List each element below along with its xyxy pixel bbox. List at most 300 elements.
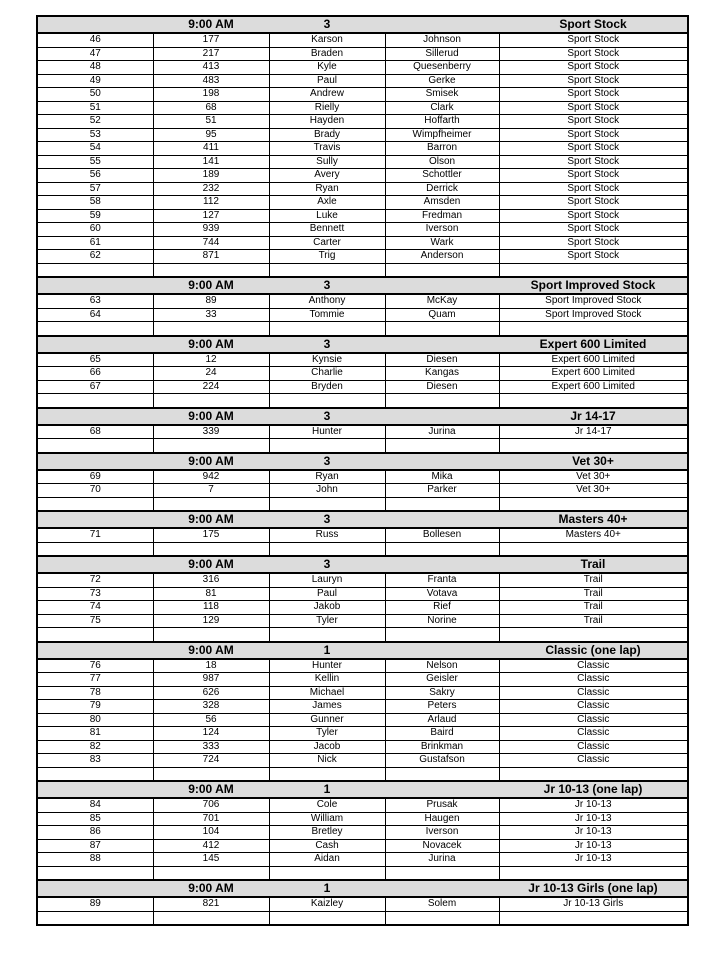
empty-cell (499, 542, 688, 556)
first-name-cell: Cash (269, 839, 385, 853)
position-cell: 86 (37, 826, 153, 840)
empty-cell (385, 542, 499, 556)
position-cell: 65 (37, 353, 153, 367)
bib-number-cell: 413 (153, 61, 269, 75)
position-cell: 76 (37, 659, 153, 673)
last-name-cell: Sakry (385, 686, 499, 700)
class-cell: Sport Stock (499, 182, 688, 196)
position-cell: 63 (37, 294, 153, 308)
bib-number-cell: 12 (153, 353, 269, 367)
class-cell: Classic (499, 686, 688, 700)
laps-count-cell: 3 (269, 453, 385, 470)
class-title-cell: Vet 30+ (499, 453, 688, 470)
position-header-cell (37, 642, 153, 659)
position-header-cell (37, 277, 153, 294)
position-cell: 83 (37, 754, 153, 768)
first-name-cell: Tyler (269, 614, 385, 628)
start-time-cell: 9:00 AM (153, 277, 269, 294)
position-cell: 68 (37, 425, 153, 439)
entry-row (37, 727, 688, 741)
class-cell: Jr 10-13 Girls (499, 897, 688, 911)
class-cell: Classic (499, 659, 688, 673)
position-cell: 47 (37, 47, 153, 61)
laps-count-cell: 1 (269, 781, 385, 798)
position-cell: 73 (37, 587, 153, 601)
last-name-cell: Diesen (385, 380, 499, 394)
last-name-cell: Fredman (385, 209, 499, 223)
position-cell: 56 (37, 169, 153, 183)
class-title-cell: Trail (499, 556, 688, 573)
first-name-cell: Travis (269, 142, 385, 156)
position-header-cell (37, 781, 153, 798)
first-name-cell: Cole (269, 798, 385, 812)
entry-row (37, 713, 688, 727)
empty-cell (269, 911, 385, 925)
laps-count-cell: 3 (269, 336, 385, 353)
bib-number-cell: 95 (153, 128, 269, 142)
laps-count-cell: 3 (269, 277, 385, 294)
entry-row (37, 223, 688, 237)
class-cell: Sport Stock (499, 209, 688, 223)
bib-number-cell: 412 (153, 839, 269, 853)
entry-row (37, 528, 688, 542)
class-cell: Jr 14-17 (499, 425, 688, 439)
position-cell: 79 (37, 700, 153, 714)
last-name-cell: Novacek (385, 839, 499, 853)
entry-row (37, 236, 688, 250)
position-cell: 59 (37, 209, 153, 223)
class-cell: Classic (499, 673, 688, 687)
first-name-cell: Hunter (269, 659, 385, 673)
last-name-cell: Brinkman (385, 740, 499, 754)
last-name-cell: Smisek (385, 88, 499, 102)
class-cell: Classic (499, 754, 688, 768)
class-cell: Sport Stock (499, 115, 688, 129)
last-name-cell: Iverson (385, 223, 499, 237)
empty-cell (37, 628, 153, 642)
spacer-header-cell (385, 336, 499, 353)
first-name-cell: Jakob (269, 601, 385, 615)
class-cell: Trail (499, 587, 688, 601)
last-name-cell: Gustafson (385, 754, 499, 768)
empty-spacer-row (37, 439, 688, 453)
bib-number-cell: 232 (153, 182, 269, 196)
first-name-cell: Paul (269, 74, 385, 88)
entry-row (37, 250, 688, 264)
entry-row (37, 196, 688, 210)
first-name-cell: James (269, 700, 385, 714)
position-cell: 49 (37, 74, 153, 88)
start-time-cell: 9:00 AM (153, 642, 269, 659)
bib-number-cell: 56 (153, 713, 269, 727)
last-name-cell: Arlaud (385, 713, 499, 727)
class-cell: Sport Stock (499, 250, 688, 264)
spacer-header-cell (385, 880, 499, 897)
empty-cell (385, 767, 499, 781)
empty-cell (37, 866, 153, 880)
position-cell: 85 (37, 812, 153, 826)
bib-number-cell: 112 (153, 196, 269, 210)
class-cell: Sport Stock (499, 196, 688, 210)
position-cell: 54 (37, 142, 153, 156)
position-cell: 74 (37, 601, 153, 615)
last-name-cell: Wimpfheimer (385, 128, 499, 142)
entry-row (37, 601, 688, 615)
spacer-header-cell (385, 277, 499, 294)
last-name-cell: Rief (385, 601, 499, 615)
first-name-cell: Ryan (269, 182, 385, 196)
empty-spacer-row (37, 322, 688, 336)
bib-number-cell: 124 (153, 727, 269, 741)
last-name-cell: Jurina (385, 425, 499, 439)
empty-cell (385, 439, 499, 453)
empty-cell (153, 263, 269, 277)
class-title-cell: Classic (one lap) (499, 642, 688, 659)
class-cell: Sport Improved Stock (499, 294, 688, 308)
last-name-cell: Anderson (385, 250, 499, 264)
entry-row (37, 155, 688, 169)
bib-number-cell: 175 (153, 528, 269, 542)
laps-count-cell: 3 (269, 556, 385, 573)
entry-row (37, 673, 688, 687)
empty-cell (269, 322, 385, 336)
entry-row (37, 169, 688, 183)
class-cell: Jr 10-13 (499, 812, 688, 826)
entry-row (37, 308, 688, 322)
bib-number-cell: 942 (153, 470, 269, 484)
last-name-cell: Baird (385, 727, 499, 741)
first-name-cell: Trig (269, 250, 385, 264)
bib-number-cell: 939 (153, 223, 269, 237)
entry-row (37, 128, 688, 142)
first-name-cell: Axle (269, 196, 385, 210)
section-header-row (37, 781, 688, 798)
entry-row (37, 33, 688, 47)
bib-number-cell: 701 (153, 812, 269, 826)
empty-cell (499, 767, 688, 781)
start-time-cell: 9:00 AM (153, 453, 269, 470)
class-title-cell: Jr 10-13 (one lap) (499, 781, 688, 798)
entry-row (37, 754, 688, 768)
position-cell: 52 (37, 115, 153, 129)
class-cell: Trail (499, 601, 688, 615)
spacer-header-cell (385, 556, 499, 573)
entry-row (37, 88, 688, 102)
last-name-cell: Norine (385, 614, 499, 628)
class-cell: Sport Stock (499, 169, 688, 183)
first-name-cell: Paul (269, 587, 385, 601)
bib-number-cell: 89 (153, 294, 269, 308)
last-name-cell: Peters (385, 700, 499, 714)
first-name-cell: Charlie (269, 367, 385, 381)
empty-cell (37, 497, 153, 511)
empty-cell (37, 263, 153, 277)
class-cell: Sport Stock (499, 223, 688, 237)
bib-number-cell: 483 (153, 74, 269, 88)
empty-cell (499, 628, 688, 642)
first-name-cell: Tyler (269, 727, 385, 741)
position-cell: 66 (37, 367, 153, 381)
position-cell: 51 (37, 101, 153, 115)
start-time-cell: 9:00 AM (153, 336, 269, 353)
position-cell: 89 (37, 897, 153, 911)
last-name-cell: Schottler (385, 169, 499, 183)
bib-number-cell: 217 (153, 47, 269, 61)
empty-cell (499, 439, 688, 453)
section-header-row (37, 511, 688, 528)
first-name-cell: Luke (269, 209, 385, 223)
last-name-cell: Solem (385, 897, 499, 911)
entry-row (37, 61, 688, 75)
class-cell: Jr 10-13 (499, 853, 688, 867)
first-name-cell: Anthony (269, 294, 385, 308)
entry-row (37, 142, 688, 156)
bib-number-cell: 339 (153, 425, 269, 439)
position-cell: 58 (37, 196, 153, 210)
position-cell: 46 (37, 33, 153, 47)
start-time-cell: 9:00 AM (153, 880, 269, 897)
position-header-cell (37, 336, 153, 353)
first-name-cell: Lauryn (269, 573, 385, 587)
entry-row (37, 484, 688, 498)
last-name-cell: Sillerud (385, 47, 499, 61)
class-cell: Jr 10-13 (499, 798, 688, 812)
empty-spacer-row (37, 911, 688, 925)
empty-cell (153, 628, 269, 642)
last-name-cell: Bollesen (385, 528, 499, 542)
bib-number-cell: 333 (153, 740, 269, 754)
class-cell: Sport Stock (499, 88, 688, 102)
spacer-header-cell (385, 16, 499, 33)
section-header-row (37, 277, 688, 294)
entry-row (37, 74, 688, 88)
class-cell: Sport Stock (499, 155, 688, 169)
empty-cell (153, 439, 269, 453)
class-cell: Classic (499, 713, 688, 727)
position-cell: 77 (37, 673, 153, 687)
empty-spacer-row (37, 866, 688, 880)
last-name-cell: Gerke (385, 74, 499, 88)
section-header-row (37, 16, 688, 33)
empty-cell (499, 497, 688, 511)
bib-number-cell: 744 (153, 236, 269, 250)
position-cell: 69 (37, 470, 153, 484)
bib-number-cell: 81 (153, 587, 269, 601)
start-time-cell: 9:00 AM (153, 556, 269, 573)
last-name-cell: Geisler (385, 673, 499, 687)
bib-number-cell: 118 (153, 601, 269, 615)
class-cell: Trail (499, 573, 688, 587)
class-cell: Sport Stock (499, 128, 688, 142)
class-cell: Expert 600 Limited (499, 367, 688, 381)
entry-row (37, 897, 688, 911)
position-cell: 75 (37, 614, 153, 628)
class-cell: Sport Stock (499, 236, 688, 250)
class-cell: Sport Stock (499, 74, 688, 88)
first-name-cell: Rielly (269, 101, 385, 115)
empty-cell (385, 628, 499, 642)
position-header-cell (37, 453, 153, 470)
empty-cell (37, 394, 153, 408)
spacer-header-cell (385, 408, 499, 425)
empty-cell (269, 394, 385, 408)
position-cell: 60 (37, 223, 153, 237)
entry-row (37, 367, 688, 381)
empty-cell (153, 767, 269, 781)
section-header-row (37, 556, 688, 573)
first-name-cell: Bretley (269, 826, 385, 840)
class-cell: Vet 30+ (499, 470, 688, 484)
first-name-cell: Hayden (269, 115, 385, 129)
last-name-cell: Johnson (385, 33, 499, 47)
class-cell: Classic (499, 740, 688, 754)
position-cell: 87 (37, 839, 153, 853)
laps-count-cell: 3 (269, 408, 385, 425)
entry-row (37, 101, 688, 115)
first-name-cell: Russ (269, 528, 385, 542)
position-cell: 57 (37, 182, 153, 196)
entry-row (37, 353, 688, 367)
last-name-cell: Iverson (385, 826, 499, 840)
bib-number-cell: 626 (153, 686, 269, 700)
class-cell: Sport Stock (499, 142, 688, 156)
class-cell: Sport Stock (499, 61, 688, 75)
empty-cell (269, 497, 385, 511)
entry-row (37, 812, 688, 826)
first-name-cell: Nick (269, 754, 385, 768)
last-name-cell: Quesenberry (385, 61, 499, 75)
empty-cell (499, 911, 688, 925)
class-title-cell: Sport Stock (499, 16, 688, 33)
first-name-cell: Andrew (269, 88, 385, 102)
bib-number-cell: 987 (153, 673, 269, 687)
position-header-cell (37, 556, 153, 573)
first-name-cell: John (269, 484, 385, 498)
bib-number-cell: 104 (153, 826, 269, 840)
bib-number-cell: 129 (153, 614, 269, 628)
position-cell: 88 (37, 853, 153, 867)
start-time-cell: 9:00 AM (153, 408, 269, 425)
bib-number-cell: 18 (153, 659, 269, 673)
empty-cell (499, 394, 688, 408)
position-cell: 48 (37, 61, 153, 75)
last-name-cell: Jurina (385, 853, 499, 867)
first-name-cell: Sully (269, 155, 385, 169)
position-cell: 71 (37, 528, 153, 542)
empty-cell (385, 866, 499, 880)
position-cell: 70 (37, 484, 153, 498)
first-name-cell: Michael (269, 686, 385, 700)
entry-row (37, 425, 688, 439)
position-cell: 81 (37, 727, 153, 741)
empty-cell (37, 767, 153, 781)
empty-cell (269, 263, 385, 277)
empty-cell (499, 866, 688, 880)
class-cell: Classic (499, 700, 688, 714)
class-title-cell: Expert 600 Limited (499, 336, 688, 353)
bib-number-cell: 68 (153, 101, 269, 115)
entry-row (37, 853, 688, 867)
bib-number-cell: 706 (153, 798, 269, 812)
first-name-cell: Kaizley (269, 897, 385, 911)
entry-row (37, 470, 688, 484)
position-header-cell (37, 16, 153, 33)
empty-cell (385, 497, 499, 511)
bib-number-cell: 411 (153, 142, 269, 156)
bib-number-cell: 871 (153, 250, 269, 264)
class-cell: Sport Stock (499, 47, 688, 61)
first-name-cell: Brady (269, 128, 385, 142)
position-cell: 78 (37, 686, 153, 700)
empty-cell (269, 767, 385, 781)
empty-cell (153, 497, 269, 511)
laps-count-cell: 3 (269, 16, 385, 33)
spacer-header-cell (385, 781, 499, 798)
bib-number-cell: 198 (153, 88, 269, 102)
position-cell: 64 (37, 308, 153, 322)
section-header-row (37, 408, 688, 425)
empty-spacer-row (37, 542, 688, 556)
empty-spacer-row (37, 263, 688, 277)
spacer-header-cell (385, 642, 499, 659)
bib-number-cell: 141 (153, 155, 269, 169)
last-name-cell: Votava (385, 587, 499, 601)
last-name-cell: McKay (385, 294, 499, 308)
start-time-cell: 9:00 AM (153, 781, 269, 798)
empty-spacer-row (37, 497, 688, 511)
position-cell: 50 (37, 88, 153, 102)
last-name-cell: Parker (385, 484, 499, 498)
empty-cell (385, 394, 499, 408)
class-cell: Trail (499, 614, 688, 628)
laps-count-cell: 1 (269, 642, 385, 659)
section-header-row (37, 642, 688, 659)
empty-cell (499, 322, 688, 336)
bib-number-cell: 7 (153, 484, 269, 498)
class-cell: Jr 10-13 (499, 826, 688, 840)
last-name-cell: Haugen (385, 812, 499, 826)
empty-cell (153, 542, 269, 556)
first-name-cell: Tommie (269, 308, 385, 322)
position-header-cell (37, 511, 153, 528)
first-name-cell: Carter (269, 236, 385, 250)
last-name-cell: Kangas (385, 367, 499, 381)
entry-row (37, 740, 688, 754)
entry-row (37, 686, 688, 700)
bib-number-cell: 51 (153, 115, 269, 129)
class-cell: Classic (499, 727, 688, 741)
entry-row (37, 839, 688, 853)
position-header-cell (37, 880, 153, 897)
last-name-cell: Derrick (385, 182, 499, 196)
class-title-cell: Jr 14-17 (499, 408, 688, 425)
first-name-cell: Karson (269, 33, 385, 47)
empty-cell (269, 542, 385, 556)
entry-row (37, 294, 688, 308)
race-roster-body (37, 16, 688, 925)
position-cell: 84 (37, 798, 153, 812)
class-cell: Masters 40+ (499, 528, 688, 542)
section-header-row (37, 880, 688, 897)
entry-row (37, 826, 688, 840)
first-name-cell: Gunner (269, 713, 385, 727)
empty-spacer-row (37, 628, 688, 642)
bib-number-cell: 33 (153, 308, 269, 322)
section-header-row (37, 453, 688, 470)
entry-row (37, 587, 688, 601)
empty-cell (153, 322, 269, 336)
class-title-cell: Sport Improved Stock (499, 277, 688, 294)
